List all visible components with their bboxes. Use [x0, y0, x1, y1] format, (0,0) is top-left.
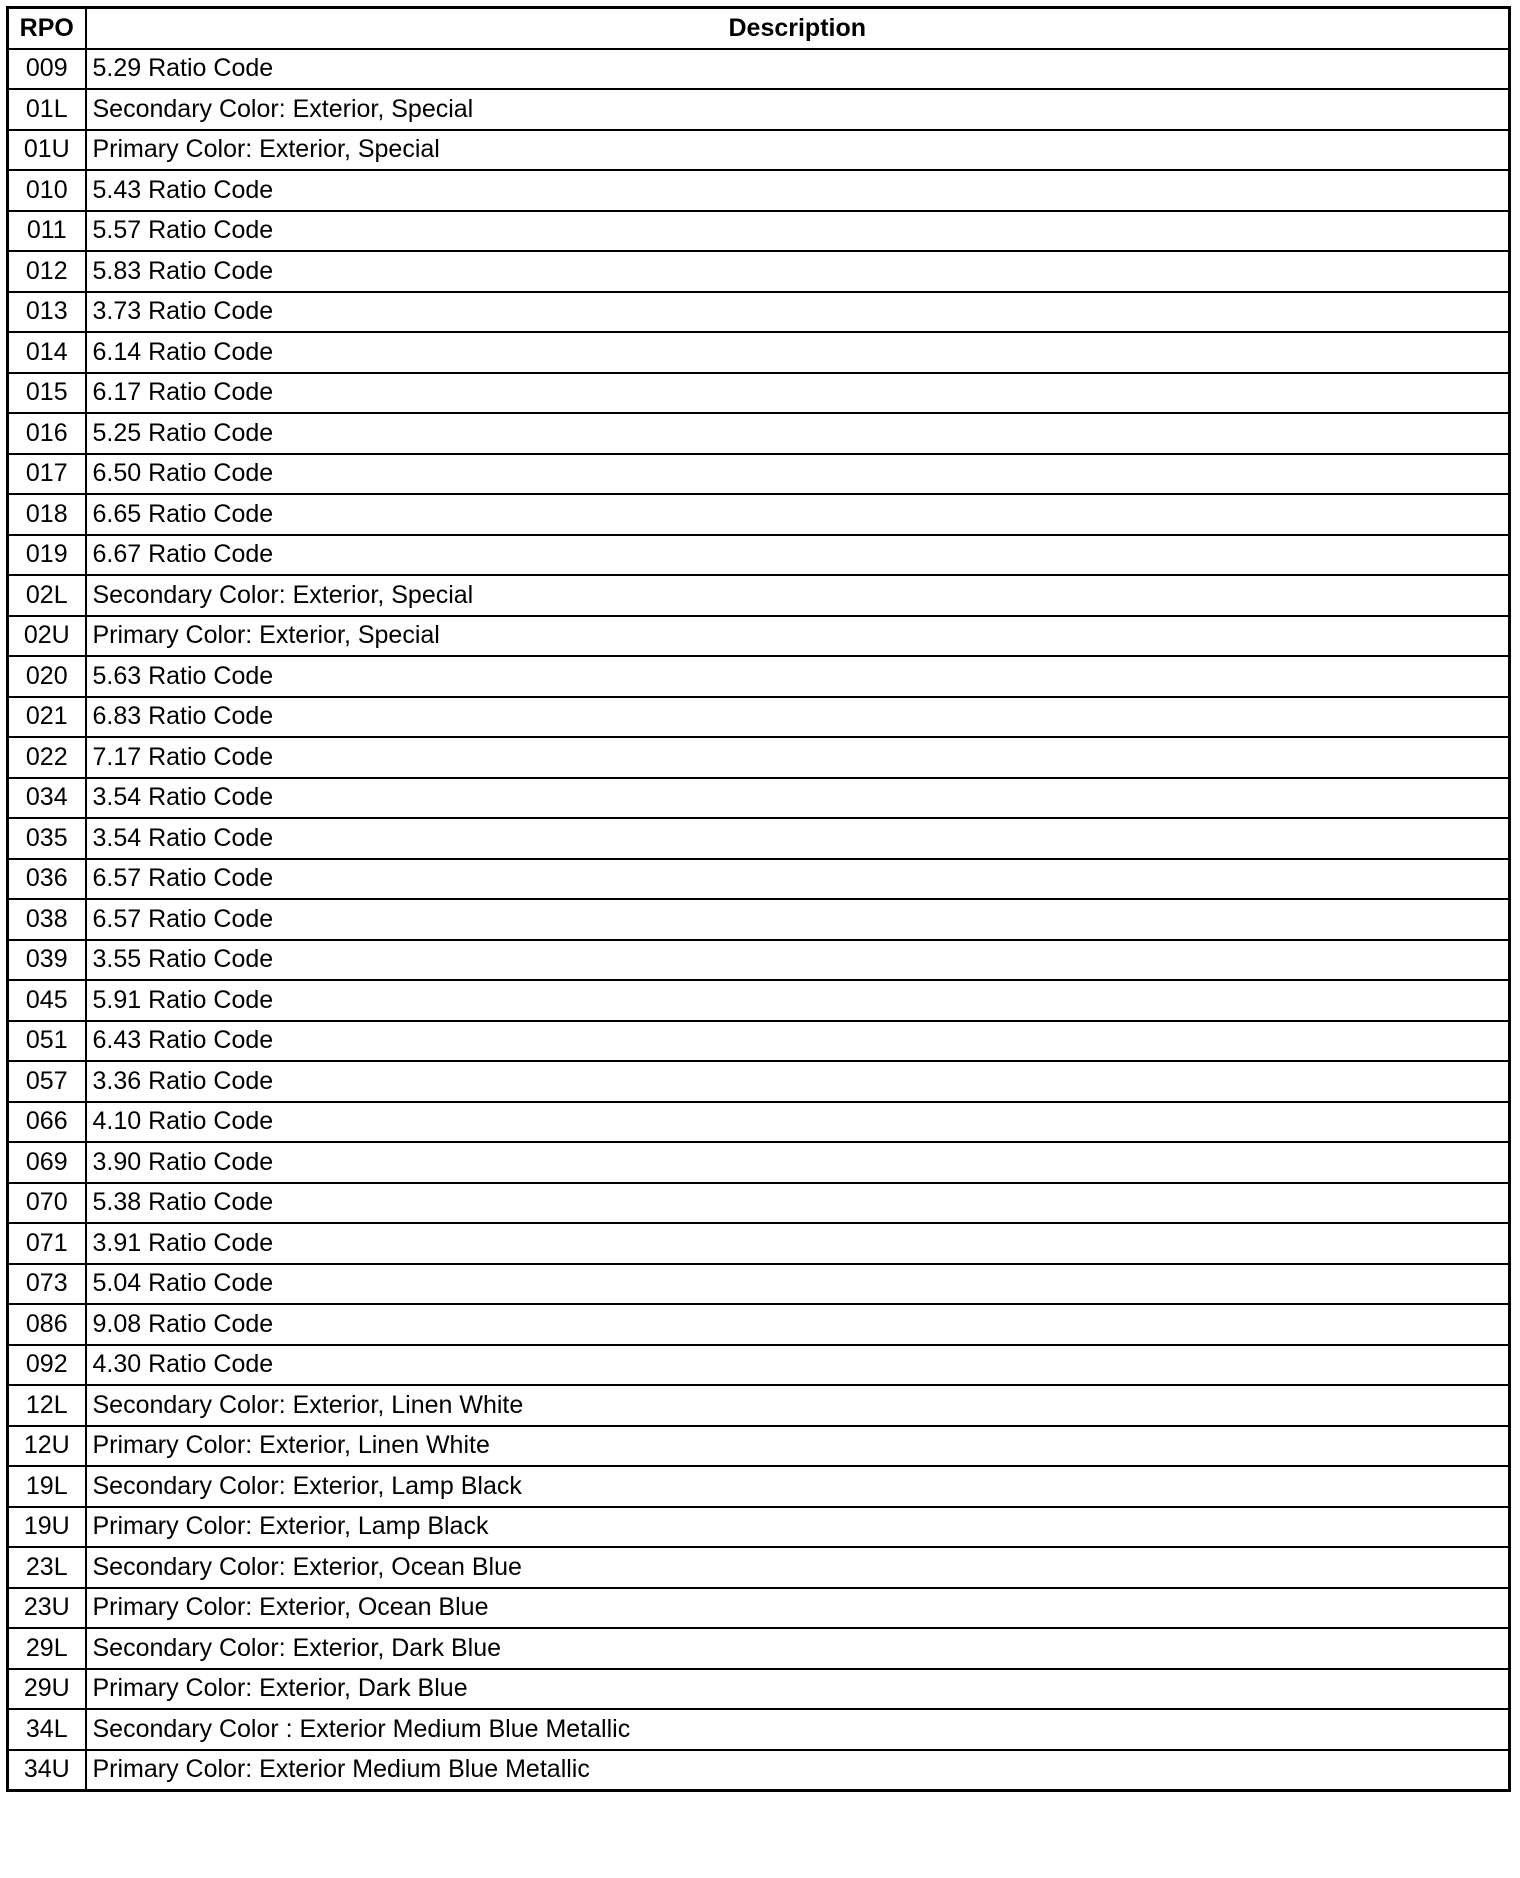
- rpo-code-cell: 34U: [8, 1750, 86, 1791]
- table-row: [8, 535, 1510, 576]
- rpo-code-cell: 34L: [8, 1709, 86, 1750]
- rpo-code-cell: 071: [8, 1223, 86, 1264]
- table-row: [8, 859, 1510, 900]
- description-cell: 7.17 Ratio Code: [86, 737, 1510, 778]
- rpo-code-cell: 017: [8, 454, 86, 495]
- description-cell: 6.43 Ratio Code: [86, 1021, 1510, 1062]
- description-cell: Primary Color: Exterior, Dark Blue: [86, 1669, 1510, 1710]
- description-cell: 3.55 Ratio Code: [86, 940, 1510, 981]
- description-cell: Secondary Color: Exterior, Dark Blue: [86, 1628, 1510, 1669]
- table-row: [8, 1385, 1510, 1426]
- table-row: [8, 211, 1510, 252]
- rpo-code-cell: 086: [8, 1304, 86, 1345]
- table-row: [8, 1345, 1510, 1386]
- table-row: [8, 737, 1510, 778]
- rpo-code-cell: 29L: [8, 1628, 86, 1669]
- header-description: Description: [86, 8, 1510, 49]
- description-cell: 4.10 Ratio Code: [86, 1102, 1510, 1143]
- description-cell: Secondary Color: Exterior, Linen White: [86, 1385, 1510, 1426]
- table-row: [8, 332, 1510, 373]
- description-cell: Primary Color: Exterior, Ocean Blue: [86, 1588, 1510, 1629]
- table-row: [8, 1426, 1510, 1467]
- description-cell: 6.67 Ratio Code: [86, 535, 1510, 576]
- table-row: [8, 1021, 1510, 1062]
- rpo-code-cell: 009: [8, 49, 86, 90]
- table-row: [8, 980, 1510, 1021]
- description-cell: Secondary Color: Exterior, Special: [86, 575, 1510, 616]
- description-cell: 5.38 Ratio Code: [86, 1183, 1510, 1224]
- description-cell: 6.17 Ratio Code: [86, 373, 1510, 414]
- description-cell: 6.83 Ratio Code: [86, 697, 1510, 738]
- description-cell: 6.50 Ratio Code: [86, 454, 1510, 495]
- description-cell: Secondary Color: Exterior, Special: [86, 89, 1510, 130]
- table-row: [8, 575, 1510, 616]
- rpo-code-cell: 045: [8, 980, 86, 1021]
- table-header: [8, 8, 1510, 49]
- table-row: [8, 1061, 1510, 1102]
- table-row: [8, 616, 1510, 657]
- table-row: [8, 251, 1510, 292]
- table-row: [8, 1750, 1510, 1791]
- rpo-code-cell: 022: [8, 737, 86, 778]
- table-row: [8, 1466, 1510, 1507]
- rpo-code-cell: 014: [8, 332, 86, 373]
- rpo-code-cell: 010: [8, 170, 86, 211]
- header-row: [8, 8, 1510, 49]
- rpo-code-cell: 069: [8, 1142, 86, 1183]
- description-cell: 3.36 Ratio Code: [86, 1061, 1510, 1102]
- table-row: [8, 413, 1510, 454]
- table-row: [8, 292, 1510, 333]
- rpo-code-cell: 070: [8, 1183, 86, 1224]
- description-cell: 6.57 Ratio Code: [86, 859, 1510, 900]
- table-row: [8, 49, 1510, 90]
- description-cell: 3.90 Ratio Code: [86, 1142, 1510, 1183]
- rpo-code-cell: 29U: [8, 1669, 86, 1710]
- table-row: [8, 1304, 1510, 1345]
- description-cell: 5.04 Ratio Code: [86, 1264, 1510, 1305]
- table-row: [8, 89, 1510, 130]
- table-row: [8, 130, 1510, 171]
- table-row: [8, 494, 1510, 535]
- table-row: [8, 1669, 1510, 1710]
- description-cell: Primary Color: Exterior, Special: [86, 616, 1510, 657]
- rpo-code-cell: 035: [8, 818, 86, 859]
- description-cell: 5.25 Ratio Code: [86, 413, 1510, 454]
- description-cell: 9.08 Ratio Code: [86, 1304, 1510, 1345]
- table-row: [8, 1264, 1510, 1305]
- rpo-code-cell: 020: [8, 656, 86, 697]
- table-row: [8, 778, 1510, 819]
- table-row: [8, 1183, 1510, 1224]
- description-cell: 4.30 Ratio Code: [86, 1345, 1510, 1386]
- table-row: [8, 1507, 1510, 1548]
- rpo-code-cell: 012: [8, 251, 86, 292]
- rpo-code-cell: 034: [8, 778, 86, 819]
- rpo-code-cell: 092: [8, 1345, 86, 1386]
- rpo-code-cell: 015: [8, 373, 86, 414]
- table-row: [8, 940, 1510, 981]
- rpo-code-cell: 021: [8, 697, 86, 738]
- description-cell: Primary Color: Exterior Medium Blue Metallic: [86, 1750, 1510, 1791]
- table-row: [8, 170, 1510, 211]
- header-rpo: RPO: [8, 8, 86, 49]
- description-cell: Primary Color: Exterior, Special: [86, 130, 1510, 171]
- table-row: [8, 1709, 1510, 1750]
- rpo-code-cell: 19L: [8, 1466, 86, 1507]
- description-cell: 5.57 Ratio Code: [86, 211, 1510, 252]
- table-row: [8, 1223, 1510, 1264]
- rpo-code-cell: 051: [8, 1021, 86, 1062]
- table-row: [8, 697, 1510, 738]
- table-row: [8, 818, 1510, 859]
- rpo-code-cell: 23U: [8, 1588, 86, 1629]
- description-cell: 6.65 Ratio Code: [86, 494, 1510, 535]
- description-cell: Secondary Color: Exterior, Lamp Black: [86, 1466, 1510, 1507]
- rpo-code-cell: 039: [8, 940, 86, 981]
- description-cell: 6.14 Ratio Code: [86, 332, 1510, 373]
- description-cell: 3.54 Ratio Code: [86, 778, 1510, 819]
- description-cell: 5.43 Ratio Code: [86, 170, 1510, 211]
- table-row: [8, 1142, 1510, 1183]
- rpo-code-table: [6, 6, 1511, 1792]
- description-cell: 3.54 Ratio Code: [86, 818, 1510, 859]
- rpo-code-cell: 036: [8, 859, 86, 900]
- rpo-code-cell: 057: [8, 1061, 86, 1102]
- table-row: [8, 454, 1510, 495]
- table-row: [8, 1547, 1510, 1588]
- rpo-code-cell: 12U: [8, 1426, 86, 1467]
- rpo-code-cell: 19U: [8, 1507, 86, 1548]
- table-row: [8, 899, 1510, 940]
- rpo-code-cell: 23L: [8, 1547, 86, 1588]
- rpo-code-cell: 02L: [8, 575, 86, 616]
- table-row: [8, 373, 1510, 414]
- table-row: [8, 1628, 1510, 1669]
- description-cell: Secondary Color: Exterior, Ocean Blue: [86, 1547, 1510, 1588]
- description-cell: 3.73 Ratio Code: [86, 292, 1510, 333]
- table-body: [8, 49, 1510, 1791]
- rpo-code-cell: 016: [8, 413, 86, 454]
- rpo-code-cell: 018: [8, 494, 86, 535]
- table-row: [8, 1102, 1510, 1143]
- rpo-code-cell: 066: [8, 1102, 86, 1143]
- description-cell: Primary Color: Exterior, Lamp Black: [86, 1507, 1510, 1548]
- description-cell: Secondary Color : Exterior Medium Blue Metallic: [86, 1709, 1510, 1750]
- rpo-code-cell: 013: [8, 292, 86, 333]
- rpo-code-cell: 12L: [8, 1385, 86, 1426]
- table-row: [8, 1588, 1510, 1629]
- rpo-code-cell: 011: [8, 211, 86, 252]
- description-cell: 6.57 Ratio Code: [86, 899, 1510, 940]
- rpo-code-cell: 01L: [8, 89, 86, 130]
- rpo-code-cell: 019: [8, 535, 86, 576]
- rpo-code-cell: 02U: [8, 616, 86, 657]
- rpo-code-cell: 038: [8, 899, 86, 940]
- description-cell: 5.63 Ratio Code: [86, 656, 1510, 697]
- description-cell: 5.29 Ratio Code: [86, 49, 1510, 90]
- rpo-code-cell: 073: [8, 1264, 86, 1305]
- description-cell: 5.91 Ratio Code: [86, 980, 1510, 1021]
- table-row: [8, 656, 1510, 697]
- description-cell: 5.83 Ratio Code: [86, 251, 1510, 292]
- description-cell: 3.91 Ratio Code: [86, 1223, 1510, 1264]
- description-cell: Primary Color: Exterior, Linen White: [86, 1426, 1510, 1467]
- rpo-code-cell: 01U: [8, 130, 86, 171]
